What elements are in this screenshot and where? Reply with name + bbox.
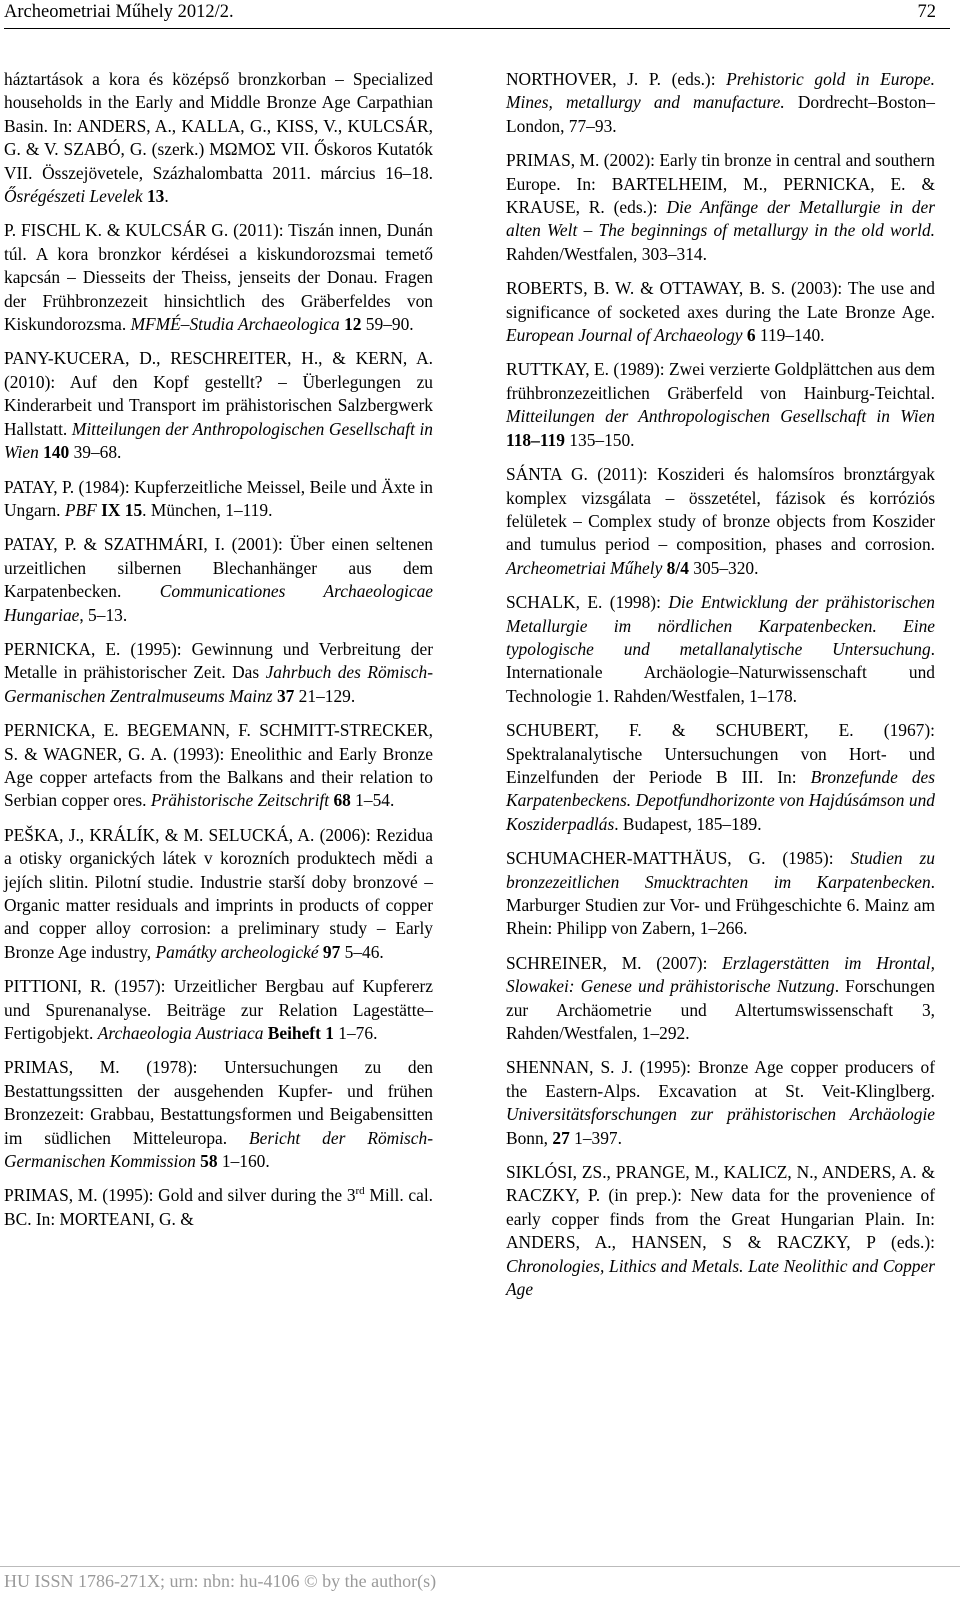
- reference-text: 1–54.: [350, 790, 395, 811]
- reference-text: PERNICKA, E. (1995): Gewinnung und Verbreitung der Metalle in prähistorischer Zeit. Das: [4, 638, 433, 683]
- italic-text: Památky archeologické: [155, 941, 319, 962]
- reference-text: . Budapest, 185–189.: [614, 813, 762, 834]
- bold-text: 118–119: [506, 429, 565, 450]
- italic-text: MFMÉ–Studia Archaeologica: [130, 314, 340, 335]
- page-header: [4, 2, 950, 29]
- bold-text: 97: [322, 941, 341, 962]
- italic-text: Communicationes Archaeologicae Hungariae: [4, 581, 433, 625]
- reference-text: 1–397.: [569, 1127, 622, 1148]
- reference-text: RUTTKAY, E. (1989): Zwei verzierte Goldplättchen aus dem frühbronzezeitlichen Gräberfeld von Hainburg-Teichtal.: [506, 359, 935, 403]
- reference-entry: [4, 1056, 433, 1173]
- reference-text: SCHUMACHER-MATTHÄUS, G. (1985):: [506, 848, 851, 869]
- reference-text: Rahden/Westfalen, 303–314.: [506, 243, 707, 264]
- reference-text: 135–150.: [564, 429, 635, 450]
- italic-text: Prehistoric gold in Europe. Mines, metallurgy and manufacture.: [506, 69, 935, 113]
- italic-text: Studien zu bronzezeitlichen Smucktrachten im Karpatenbecken: [506, 848, 935, 892]
- reference-text: SCHUBERT, F. & SCHUBERT, E. (1967): Spektralanalytische Untersuchungen von Hort- und Einzelfunden der Periode B III. In:: [506, 720, 935, 787]
- right-column: [506, 68, 935, 1313]
- reference-text: Mill. cal. BC. In: MORTEANI, G. &: [4, 1185, 433, 1229]
- reference-entry: [506, 952, 935, 1046]
- reference-entry: [4, 219, 433, 336]
- reference-text: 21–129.: [294, 685, 356, 706]
- bold-text: 12: [344, 314, 362, 335]
- reference-text: 59–90.: [361, 314, 414, 335]
- reference-text: ROBERTS, B. W. & OTTAWAY, B. S. (2003): The use and significance of socketed axes during the Late Bronze Age.: [506, 278, 935, 322]
- reference-entry: [4, 975, 433, 1045]
- reference-text: SIKLÓSI, ZS., PRANGE, M., KALICZ, N., ANDERS, A. & RACZKY, P. (in prep.): New data for the provenience of early copper finds from the Great Hungarian Plain. In: ANDERS, A., HANSEN, S & RACZKY, P (eds.):: [506, 1162, 935, 1253]
- reference-entry: [4, 638, 433, 708]
- page-footer: [0, 1566, 960, 1600]
- reference-text: PANY-KUCERA, D., RESCHREITER, H., & KERN, A. (2010): Auf den Kopf gestellt? – Überlegungen zu Kinderarbeit und Transport im prähistorischen Salzbergwerk Hallstatt.: [4, 348, 433, 439]
- italic-text: Mitteilungen der Anthropologischen Gesellschaft in Wien: [506, 406, 935, 427]
- reference-text: PRIMAS, M. (2002): Early tin bronze in central and southern Europe. In: BARTELHEIM, M., PERNICKA, E. & KRAUSE, R. (eds.):: [506, 150, 935, 218]
- reference-entry: [4, 533, 433, 627]
- reference-text: háztartások a kora és középső bronzkorban – Specialized households in the Early and Middle Bronze Age Carpathian Basin. In: ANDERS, A., KALLA, G., KISS, V., KULCSÁR, G. & V. SZABÓ, G. (szerk.) ΜΩΜΟΣ VII. Őskoros Kutatók VII. Összejövetele, Százhalombatta 2011. március 16–18.: [4, 69, 433, 183]
- reference-text: .: [164, 186, 169, 207]
- italic-text: Bericht der Römisch-Germanischen Kommission: [4, 1127, 433, 1172]
- reference-text: . Marburger Studien zur Vor- und Frühgeschichte 6. Mainz am Rhein: Philipp von Zabern, 1–266.: [506, 871, 935, 939]
- reference-entry: [506, 358, 935, 452]
- bold-text: 8/4: [666, 557, 689, 578]
- reference-entry: [506, 719, 935, 836]
- reference-entry: [4, 1184, 433, 1231]
- reference-text: PERNICKA, E. BEGEMANN, F. SCHMITT-STRECKER, S. & WAGNER, G. A. (1993): Eneolithic and Early Bronze Age copper artefacts from the Balkans and their relation to Serbian copper ores.: [4, 720, 433, 811]
- journal-title: Archeometriai Műhely 2012/2.: [4, 2, 234, 22]
- italic-text: Mitteilungen der Anthropologischen Gesellschaft in Wien: [4, 418, 433, 463]
- bold-text: IX 15: [101, 499, 143, 520]
- bold-text: 37: [276, 685, 295, 706]
- italic-text: Jahrbuch des Römisch-Germanischen Zentralmuseums Mainz: [4, 662, 433, 706]
- italic-text: European Journal of Archaeology: [506, 325, 743, 346]
- reference-entry: [506, 149, 935, 266]
- reference-text: 5–46.: [340, 941, 384, 962]
- left-column: [4, 68, 433, 1242]
- reference-entry: [506, 277, 935, 347]
- reference-text: SÁNTA G. (2011): Koszideri és halomsíros bronztárgyak komplex vizsgálata – összetétel, fázisok és korróziós felületek – Complex study of bronze objects from Koszider and tumulus period – composition, phases and corrosion.: [506, 464, 935, 555]
- bold-text: 68: [333, 790, 351, 811]
- reference-text: SCHALK, E. (1998):: [506, 592, 669, 613]
- reference-text: PRIMAS, M. (1995): Gold and silver during the 3: [4, 1185, 356, 1206]
- reference-entry: [4, 68, 433, 208]
- bold-text: 27: [552, 1127, 570, 1148]
- italic-text: Archaeologia Austriaca: [97, 1023, 264, 1044]
- reference-entry: [506, 463, 935, 580]
- italic-text: Prähistorische Zeitschrift: [150, 790, 330, 811]
- italic-text: Universitätsforschungen zur prähistorischen Archäologie: [506, 1104, 935, 1125]
- reference-text: Bonn,: [506, 1127, 553, 1148]
- reference-text: , 5–13.: [79, 604, 128, 625]
- italic-text: PBF: [64, 499, 97, 520]
- reference-text: NORTHOVER, J. P. (eds.):: [506, 69, 727, 89]
- italic-text: Erzlagerstätten im Hrontal, Slowakei: Genese und prähistorische Nutzung: [506, 952, 935, 997]
- reference-text: P. FISCHL K. & KULCSÁR G. (2011): Tiszán innen, Dunán túl. A kora bronzkor kérdései a kiskundorozsmai temető kapcsán – Diesseits der Theiss, jenseits der Donau. Fragen der Frühbronzezeit hinsichtlich des Gräberfeldes von Kiskundorozsma.: [4, 220, 433, 335]
- reference-text: 119–140.: [755, 325, 825, 346]
- italic-text: Chronologies, Lithics and Metals. Late Neolithic and Copper Age: [506, 1255, 935, 1300]
- reference-text: . Forschungen zur Archäometrie und Altertumswissenschaft 3, Rahden/Westfalen, 1–292.: [506, 976, 935, 1044]
- issn-copyright-line: HU ISSN 1786-271X; urn: nbn: hu-4106 © by the author(s): [4, 1571, 437, 1591]
- bold-text: 13: [146, 186, 165, 207]
- reference-text: SCHREINER, M. (2007):: [506, 952, 723, 973]
- reference-text: PRIMAS, M. (1978): Untersuchungen zu den Bestattungssitten der ausgehenden Kupfer- und frühen Bronzezeit: Grabbau, Bestattungsformen und Beigabensitten im südlichen Mitteleuropa.: [4, 1057, 433, 1148]
- reference-text: . München, 1–119.: [142, 499, 273, 520]
- bold-text: 58: [200, 1151, 218, 1172]
- italic-text: Ősrégészeti Levelek: [4, 186, 143, 207]
- italic-text: Archeometriai Műhely: [506, 557, 663, 578]
- superscript-text: rd: [355, 1185, 365, 1198]
- reference-entry: [506, 68, 935, 138]
- reference-text: 305–320.: [688, 557, 759, 578]
- reference-text: PITTIONI, R. (1957): Urzeitlicher Bergbau auf Kupfererz und Spurenanalyse. Beiträge zur Relation Lagestätte–Fertigobjekt.: [4, 976, 433, 1044]
- reference-entry: [506, 847, 935, 941]
- reference-text: SHENNAN, S. J. (1995): Bronze Age copper producers of the Eastern-Alps. Excavation at St. Veit-Klinglberg.: [506, 1057, 935, 1101]
- reference-entry: [4, 824, 433, 964]
- reference-entry: [4, 347, 433, 464]
- bold-text: Beiheft 1: [267, 1023, 334, 1044]
- page-number: 72: [917, 2, 936, 22]
- reference-entry: [506, 1056, 935, 1150]
- bold-text: 140: [43, 442, 70, 463]
- bold-text: 6: [746, 325, 756, 346]
- reference-text: PATAY, P. (1984): Kupferzeitliche Meissel, Beile und Äxte in Ungarn.: [4, 476, 433, 520]
- reference-entry: [4, 476, 433, 523]
- reference-entry: [506, 591, 935, 708]
- reference-text: 1–76.: [333, 1023, 378, 1044]
- italic-text: Die Anfänge der Metallurgie in der alten Welt – The beginnings of metallurgy in the old world.: [506, 197, 935, 241]
- reference-text: 39–68.: [69, 442, 122, 463]
- reference-text: Dordrecht–Boston–London, 77–93.: [506, 92, 935, 136]
- reference-text: 1–160.: [217, 1151, 270, 1172]
- italic-text: Bronzefunde des Karpatenbeckens. Depotfundhorizonte von Hajdúsámson und Kosziderpadlás: [506, 766, 936, 834]
- reference-text: PEŠKA, J., KRÁLÍK, & M. SELUCKÁ, A. (2006): Rezidua a otisky organických látek v korozních produktech mědi a jejích slitin. Pilotní studie. Industrie starší doby bronzové – Organic matter residuals and imprints in products of copper and copper alloy corrosion: a preliminary study – Early Bronze Age industry,: [4, 824, 433, 962]
- italic-text: Die Entwicklung der prähistorischen Metallurgie im nördlichen Karpatenbecken. Eine typologische und metallanalytische Untersuchung: [506, 592, 935, 659]
- reference-text: . Internationale Archäologie–Naturwissenschaft und Technologie 1. Rahden/Westfalen, 1–178.: [506, 638, 935, 706]
- reference-entry: [506, 1161, 935, 1301]
- reference-entry: [4, 719, 433, 813]
- reference-text: PATAY, P. & SZATHMÁRI, I. (2001): Über einen seltenen urzeitlichen silbernen Blechanhänger aus dem Karpatenbecken.: [4, 534, 433, 602]
